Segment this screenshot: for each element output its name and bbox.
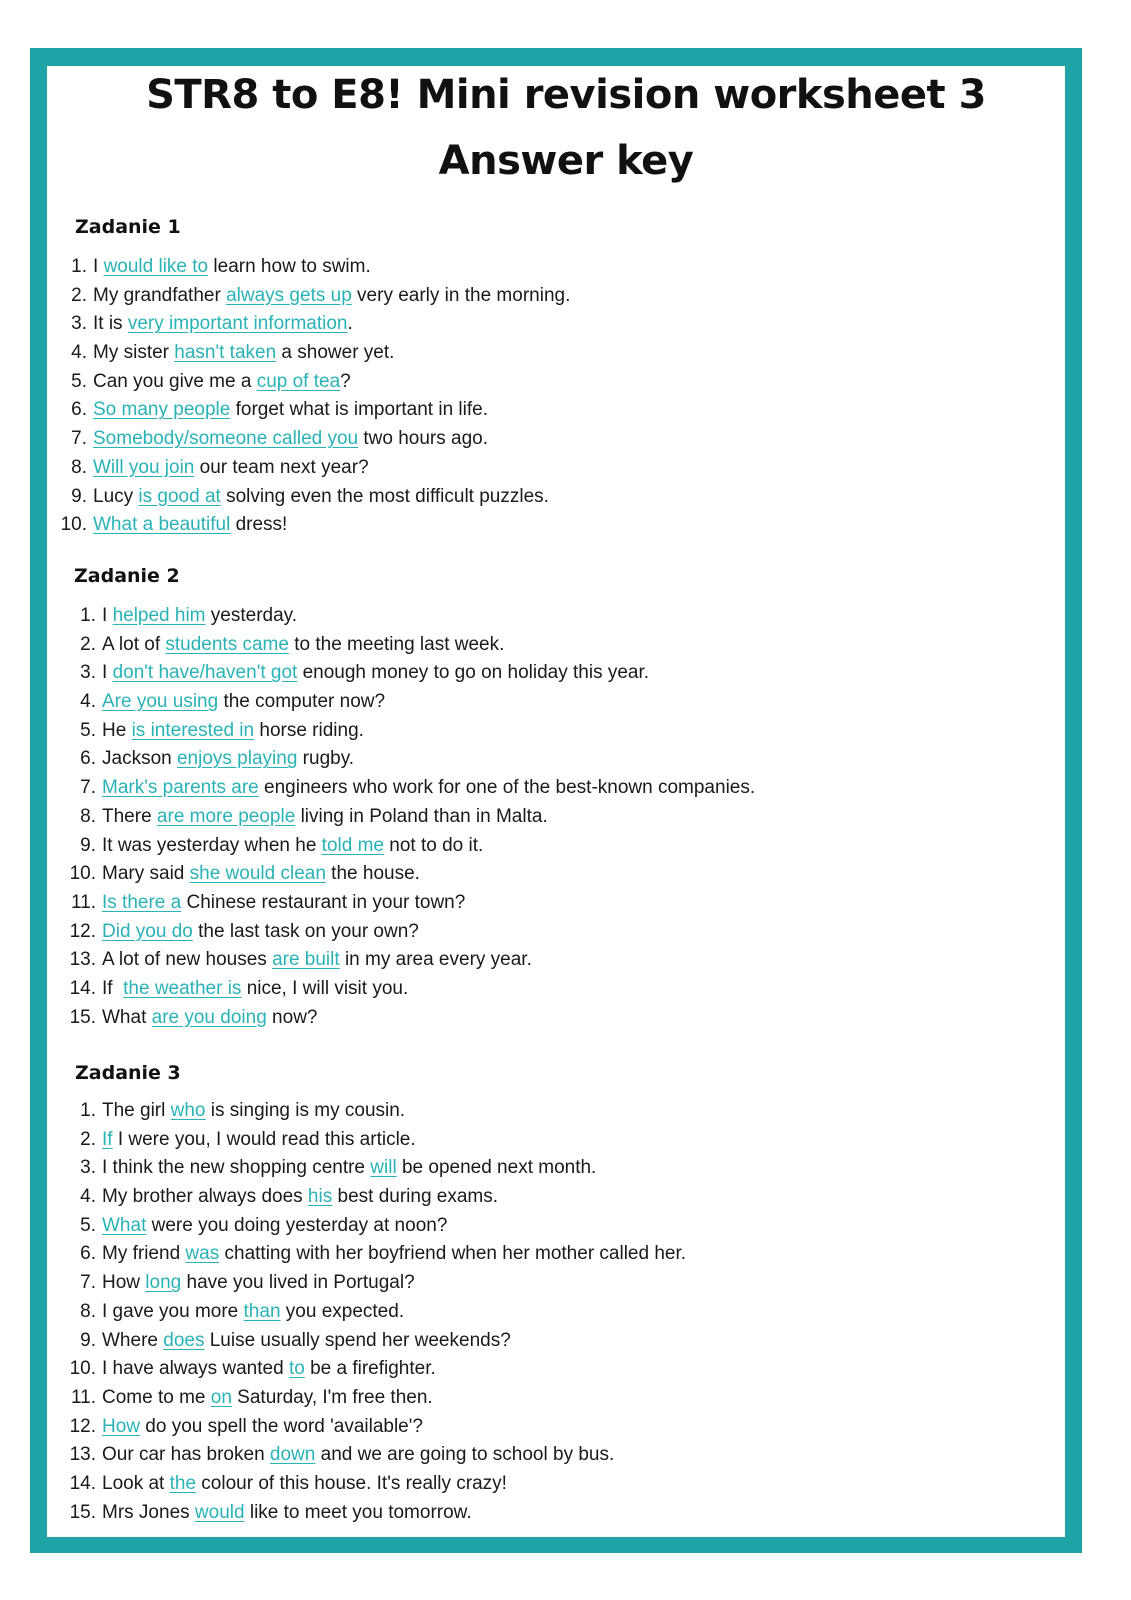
sentence-start: Our car has broken [102,1444,270,1466]
sentence-end: have you lived in Portugal? [181,1272,415,1294]
item-number: 8. [71,456,87,478]
item-number: 15. [69,1006,96,1028]
item-number: 12. [69,1415,96,1437]
list-item [47,889,755,918]
sentence-end: . [347,313,353,335]
answer-text: to [288,1358,305,1380]
sentence-end: were you doing yesterday at noon? [146,1214,448,1236]
sentence-end: a shower yet. [276,342,395,364]
sentence-end: forget what is important in life. [230,399,488,421]
answer-list [47,1097,686,1527]
item-number: 2. [80,1128,96,1150]
sentence-start: Where [102,1329,164,1351]
sentence-end: you expected. [280,1300,405,1322]
sentence-start: He [102,719,132,741]
answer-text: long [145,1272,182,1294]
item-number: 9. [71,485,87,507]
sentence-start: What [102,1006,152,1028]
list-item [47,1327,686,1356]
answer-text: don't have/haven't got [112,662,298,684]
item-number: 7. [71,428,87,450]
answer-text: the [169,1472,197,1494]
item-number: 9. [80,834,96,856]
item-number: 7. [80,777,96,799]
sentence-end: learn how to swim. [208,256,371,277]
list-item [47,1004,755,1033]
answer-text: So many people [93,399,231,421]
sentence-start: I [102,662,113,684]
list-item [47,1212,686,1241]
list-item [47,310,570,339]
item-number: 6. [80,748,96,770]
list-item [47,860,755,889]
answer-text: will [370,1157,397,1179]
answer-list [47,253,570,540]
item-number: 8. [80,805,96,827]
sentence-start: It was yesterday when he [102,834,322,856]
answer-text: are more people [156,805,296,827]
item-number: 10. [60,514,87,536]
sentence-start: If [102,977,124,999]
sentence-end: not to do it. [383,834,484,856]
answer-text: his [307,1186,333,1208]
sentence-end: do you spell the word 'available'? [140,1415,423,1437]
answer-text: Somebody/someone called you [93,428,359,450]
list-item [47,1355,686,1384]
answer-text: How [102,1415,141,1437]
list-item [47,339,570,368]
answer-text: Is there a [102,891,182,913]
answer-text: down [269,1444,316,1466]
sentence-end: Saturday, I'm free then. [231,1386,433,1408]
item-number: 2. [71,284,87,306]
answer-text: What a beautiful [93,514,231,536]
sentence-start: A lot of new houses [102,949,273,971]
sentence-start: There [102,805,157,827]
answer-text: helped him [112,605,206,626]
answer-text: What [102,1214,147,1236]
sentence-end: very early in the morning. [351,284,571,306]
sentence-end: like to meet you tomorrow. [244,1501,472,1523]
list-item [47,1298,686,1327]
item-number: 3. [80,662,96,684]
list-item [47,1384,686,1413]
list-item [47,1154,686,1183]
list-item [47,745,755,774]
item-number: 12. [69,920,96,942]
sentence-start: The girl [102,1100,171,1121]
item-number: 2. [80,633,96,655]
list-item [47,631,755,660]
list-item [47,368,570,397]
list-item [47,918,755,947]
item-number: 5. [71,370,87,392]
sentence-end: best during exams. [332,1186,499,1208]
item-number: 13. [69,1444,96,1466]
sentence-end: I were you, I would read this article. [112,1128,416,1150]
sentence-start: My brother always does [102,1186,308,1208]
sentence-end: and we are going to school by bus. [315,1444,615,1466]
sentence-end: now? [266,1006,318,1028]
sentence-start: Can you give me a [93,370,257,392]
item-number: 13. [69,949,96,971]
sentence-end: colour of this house. It's really crazy! [196,1472,507,1494]
answer-text: are you doing [151,1006,267,1028]
item-number: 9. [80,1329,96,1351]
list-item [47,511,570,540]
sentence-end: engineers who work for one of the best-known companies. [258,777,756,799]
page-subtitle: Answer key [438,138,694,184]
list-item [47,659,755,688]
sentence-start: My sister [93,342,175,364]
item-number: 6. [80,1243,96,1265]
sentence-end: be a firefighter. [304,1358,436,1380]
item-number: 14. [69,1472,96,1494]
sentence-end: nice, I will visit you. [241,977,409,999]
sentence-end: Chinese restaurant in your town? [181,891,466,913]
answer-text: Are you using [102,691,219,713]
sentence-start: It is [93,313,128,335]
item-number: 8. [80,1300,96,1322]
sentence-start: I gave you more [102,1300,244,1322]
list-item [47,1499,686,1528]
answer-text: Mark's parents are [102,777,259,799]
sentence-start: Mrs Jones [102,1501,195,1523]
sentence-end: the last task on your own? [192,920,419,942]
sentence-end: the computer now? [218,691,386,713]
answer-text: who [170,1100,206,1121]
sentence-start: I think the new shopping centre [102,1157,371,1179]
item-number: 1. [80,1100,96,1121]
answer-text: students came [165,633,289,655]
list-item [47,803,755,832]
list-item [47,717,755,746]
answer-text: was [185,1243,220,1265]
list-item [47,946,755,975]
sentence-start: I have always wanted [102,1358,289,1380]
answer-text: very important information [127,313,348,335]
sentence-start: I [93,256,104,277]
sentence-end: to the meeting last week. [288,633,505,655]
item-number: 3. [80,1157,96,1179]
item-number: 6. [71,399,87,421]
item-number: 11. [70,891,96,913]
answer-text: are built [272,949,340,971]
item-number: 15. [69,1501,96,1523]
answer-text: hasn't taken [174,342,277,364]
sentence-start: My grandfather [93,284,227,306]
section-heading: Zadanie 2 [74,565,180,587]
list-item [47,396,570,425]
sentence-end: rugby. [297,748,355,770]
sentence-end: ? [340,370,351,392]
answer-text: told me [321,834,384,856]
answer-list [47,602,755,1032]
list-item [47,975,755,1004]
sentence-start: Lucy [93,485,139,507]
sentence-end: our team next year? [194,456,369,478]
item-number: 1. [71,256,87,277]
sentence-end: be opened next month. [396,1157,597,1179]
item-number: 7. [80,1272,96,1294]
sentence-end: dress! [230,514,288,536]
item-number: 5. [80,1214,96,1236]
answer-text: would like to [103,256,209,277]
sentence-end: chatting with her boyfriend when her mother called her. [219,1243,687,1265]
sentence-start: Jackson [102,748,177,770]
item-number: 4. [80,691,96,713]
sentence-end: enough money to go on holiday this year. [297,662,650,684]
list-item [47,1240,686,1269]
sentence-start: My friend [102,1243,186,1265]
sentence-end: two hours ago. [358,428,489,450]
answer-text: on [210,1386,232,1408]
sentence-start: Look at [102,1472,170,1494]
sentence-end: is singing is my cousin. [205,1100,406,1121]
item-number: 14. [69,977,96,999]
answer-text: Will you join [93,456,195,478]
list-item [47,1470,686,1499]
list-item [47,1126,686,1155]
list-item [47,832,755,861]
answer-text: enjoys playing [176,748,298,770]
item-number: 1. [80,605,96,626]
answer-text: Did you do [102,920,193,942]
item-number: 4. [71,342,87,364]
sentence-end: the house. [325,863,420,885]
list-item [47,774,755,803]
list-item [47,1183,686,1212]
page-title: STR8 to E8! Mini revision worksheet 3 [146,72,986,118]
list-item [47,454,570,483]
sentence-start: Come to me [102,1386,211,1408]
sentence-end: Luise usually spend her weekends? [204,1329,511,1351]
sentence-end: horse riding. [254,719,364,741]
sentence-start: I [102,605,113,626]
sentence-end: living in Poland than in Malta. [295,805,548,827]
list-item [47,688,755,717]
item-number: 10. [69,863,96,885]
answer-text: than [243,1300,281,1322]
section-heading: Zadanie 3 [75,1062,181,1084]
list-item [47,1441,686,1470]
sentence-start: How [102,1272,146,1294]
sentence-end: yesterday. [205,605,298,626]
answer-text: does [163,1329,205,1351]
item-number: 5. [80,719,96,741]
answer-text: the weather is [123,977,242,999]
sentence-end: solving even the most difficult puzzles. [220,485,549,507]
section-heading: Zadanie 1 [75,216,181,238]
list-item [47,1097,686,1126]
sentence-end: in my area every year. [339,949,532,971]
answer-text: cup of tea [256,370,341,392]
list-item [47,602,755,631]
item-number: 11. [70,1386,96,1408]
sentence-start: Mary said [102,863,190,885]
item-number: 10. [69,1358,96,1380]
answer-text: always gets up [226,284,352,306]
list-item [47,425,570,454]
answer-text: is interested in [131,719,255,741]
sentence-start: A lot of [102,633,166,655]
list-item [47,483,570,512]
item-number: 3. [71,313,87,335]
item-number: 4. [80,1186,96,1208]
answer-text: she would clean [189,863,326,885]
list-item [47,1413,686,1442]
worksheet [47,66,1065,1537]
list-item [47,1269,686,1298]
answer-text: If [102,1128,113,1150]
list-item [47,253,570,282]
list-item [47,282,570,311]
answer-text: would [194,1501,245,1523]
answer-text: is good at [138,485,221,507]
